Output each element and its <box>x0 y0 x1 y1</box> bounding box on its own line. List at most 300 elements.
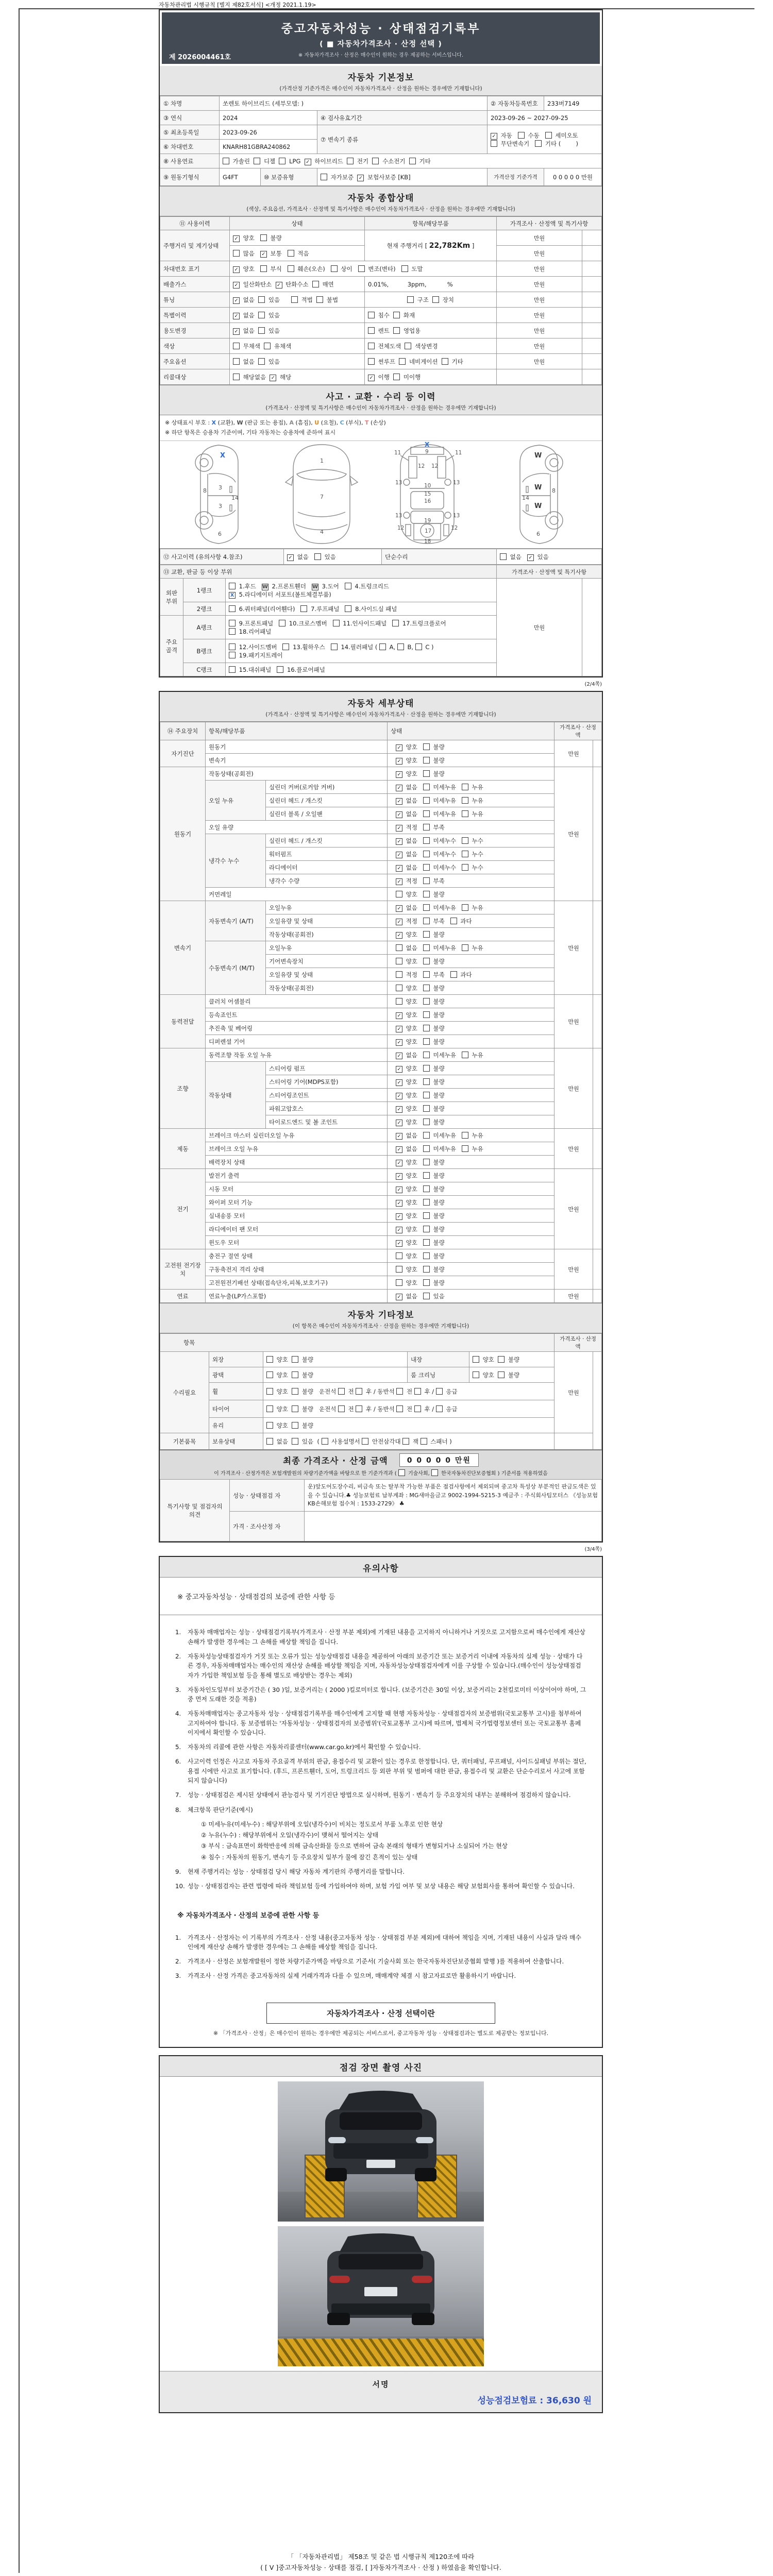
checkbox-unchecked <box>462 1132 468 1139</box>
basic-warranty-label: ⑩ 보증유형 <box>261 168 317 186</box>
svg-text:W: W <box>534 502 542 511</box>
checkbox-unchecked <box>491 140 497 147</box>
footer-confirmation <box>159 2551 603 2573</box>
detail-item-group: 오일 누유 <box>206 781 266 821</box>
notice-item <box>175 1805 586 1815</box>
checkbox-unchecked <box>266 1438 273 1445</box>
overall-row-label: 색상 <box>160 338 230 354</box>
special-text-1: 운)앞도어도장수리, 비금속 또는 탈부착 가능한 부품은 점검사항에서 제외되며 중고차 특성상 부분적인 판금도색은 있을 수 있습니다.♣ 성능보험료 납부계좌 : MG새마을금고 9002-1994-5215-3 예금주 : 주식회사팀모터스 《성능보험 KB손해보험 접수처 : 1533-2729》 ♣ <box>305 1480 602 1512</box>
overall-status: ✓ 없음 있음 적법 불법 <box>230 292 365 308</box>
checkbox-unchecked <box>423 1293 430 1299</box>
checkbox-w-mark: W <box>312 584 318 590</box>
detail-note <box>593 995 602 1048</box>
footer-line-1: 「 「자동차관리법」 제58조 및 같은 법 시행규칙 제120조에 따라 <box>287 2553 475 2561</box>
checkbox-unchecked <box>291 296 298 303</box>
checkbox-unchecked <box>398 1469 405 1476</box>
notice-number: 9. <box>175 1868 181 1875</box>
exchange-title: ⑬ 교환, 판금 등 이상 부위 <box>160 565 497 579</box>
notice-text: ② 누유(누수) : 해당부위에서 오일(냉각수)이 맺혀서 떨어지는 상태 <box>201 1832 379 1839</box>
checkbox-unchecked <box>473 1356 479 1363</box>
notice-text: 현재 주행거리는 성능 · 상태점검 당시 해당 자동차 계기판의 주행거리를 말합니다. <box>188 1868 405 1875</box>
notice-number: 2. <box>175 1958 181 1965</box>
detail-item: 와이퍼 모터 기능 <box>206 1196 388 1209</box>
overall-price: 만원 <box>497 277 582 292</box>
overall-price: 만원 <box>497 246 582 261</box>
notices-section2-title: ※ 자동차가격조사 · 산정의 보증에 관한 사항 등 <box>177 1911 320 1920</box>
overall-price: 만원 <box>497 261 582 277</box>
checkbox-unchecked <box>229 628 236 635</box>
accident-label: ⑫ 사고이력 (유의사항 4.참조) <box>160 549 284 565</box>
checkbox-unchecked <box>345 583 351 589</box>
notice-number: 3. <box>175 1972 181 1980</box>
checkbox-unchecked <box>462 1145 468 1152</box>
checkbox-unchecked <box>229 666 236 673</box>
section-detail-title: 자동차 세부상태 <box>347 699 414 709</box>
detail-price: 만원 <box>554 1169 593 1249</box>
checkbox-unchecked <box>288 250 294 257</box>
overall-item: 썬루프 네비게이션 기타 <box>365 354 497 369</box>
notice-number: 8. <box>175 1806 181 1814</box>
detail-item: 충전구 절연 상태 <box>206 1249 388 1263</box>
overall-row-label: 차대번호 표기 <box>160 261 230 277</box>
checkbox-checked: ✓ <box>396 905 402 912</box>
checkbox-unchecked <box>423 824 430 831</box>
overall-price: 만원 <box>497 230 582 246</box>
legend-seg: (교환), <box>216 419 237 426</box>
checkbox-unchecked <box>462 797 468 804</box>
overall-status: ✓ 일산화탄소 ✓ 탄화수소 매연 <box>230 277 365 292</box>
final-price-title: 최종 가격조사 · 산정 금액 <box>283 1456 388 1466</box>
checkbox-checked: ✓ <box>233 297 240 304</box>
checkbox-unchecked <box>409 158 416 164</box>
svg-text:14: 14 <box>522 495 529 502</box>
checkbox-unchecked <box>279 158 285 164</box>
checkbox-checked: ✓ <box>396 744 402 751</box>
notice-number: 4. <box>175 1710 181 1718</box>
overall-row-label: 특별이력 <box>160 308 230 323</box>
detail-note <box>593 1249 602 1290</box>
document-title: 중고자동차성능 · 상태점검기록부 <box>281 22 481 36</box>
notice-text: 자동차인도일부터 보증기간은 ( 30 )일, 보증거리는 ( 2000 )킬로미터로 합니다. (보증기간은 30일 이상, 보증거리는 2천킬로미터 이상이어야 하며, 그 중 먼저 도래한 것을 적용) <box>188 1686 586 1703</box>
checkbox-checked: ✓ <box>396 838 402 845</box>
legend-line-2: ※ 하단 항목은 승용차 기준이며, 기타 자동차는 승용차에 준하여 표시 <box>165 429 336 436</box>
checkbox-checked: ✓ <box>233 313 240 319</box>
overall-col3: 항목/해당부품 <box>365 217 497 230</box>
notice-item <box>175 1971 586 1980</box>
detail-status: ✓ 양호 불량 <box>388 1209 554 1223</box>
checkbox-unchecked <box>423 1212 430 1219</box>
notice-text: 자동차 매매업자는 성능 · 상태점검기록부(가격조사 · 산정 부분 제외)에 기재된 내용을 고지하지 아니하거나 거짓으로 고지함으로써 매수인에게 재산상 손해가 발생한 경우에는 그 손해를 배상할 책임을 집니다. <box>188 1629 585 1646</box>
other-tire-label: 타이어 <box>209 1400 263 1418</box>
checkbox-unchecked <box>414 1388 421 1395</box>
special-text-2 <box>305 1512 602 1541</box>
checkbox-unchecked <box>362 1438 368 1445</box>
exchange-rank: A랭크 <box>183 616 226 639</box>
exchange-price: 만원 <box>497 579 582 676</box>
checkbox-unchecked <box>462 851 468 857</box>
checkbox-unchecked <box>368 358 375 365</box>
checkbox-checked: ✓ <box>396 1039 402 1046</box>
page-marker-3: (3/4쪽) <box>584 1547 602 1553</box>
overall-status: 해당없음 ✓ 해당 <box>230 369 365 385</box>
checkbox-checked: ✓ <box>396 811 402 818</box>
checkbox-unchecked <box>436 1388 443 1395</box>
detail-item: 워터펌프 <box>266 848 388 861</box>
section-other-note: (이 항목은 매수인이 자동차가격조사 · 산정을 원하는 경우에만 기재합니다) <box>292 1323 469 1330</box>
section-photos-head <box>160 2056 602 2077</box>
checkbox-unchecked <box>423 1105 430 1112</box>
section-notices-head <box>160 1557 602 1578</box>
detail-item: 고전원전기배선 상태(접속단자,피복,보호기구) <box>206 1276 388 1290</box>
section-accident-note: (가격조사 · 산정액 및 특기사항은 매수인이 자동차가격조사 · 산정을 원하는 경우에만 기재합니다) <box>265 405 496 411</box>
basic-regno: 233버7149 <box>544 96 602 111</box>
other-head-item: 항목 <box>160 1334 554 1352</box>
checkbox-checked: ✓ <box>396 1294 402 1300</box>
notice-item <box>175 1685 586 1704</box>
detail-device: 변속기 <box>160 901 206 995</box>
checkbox-unchecked <box>402 1438 409 1445</box>
section-overall-title: 자동차 종합상태 <box>347 193 414 204</box>
overall-item: 침수 화재 <box>365 308 497 323</box>
basic-first: 2023-09-26 <box>220 125 317 140</box>
checkbox-checked: ✓ <box>396 1053 402 1059</box>
svg-text:10: 10 <box>424 483 431 489</box>
checkbox-unchecked <box>423 1185 430 1192</box>
checkbox-checked: ✓ <box>396 758 402 765</box>
detail-status: ✓ 양호 불량 <box>388 767 554 781</box>
checkbox-checked: ✓ <box>396 1093 402 1099</box>
page-marker-2: (2/4쪽) <box>584 682 602 688</box>
svg-text:W: W <box>534 484 542 492</box>
checkbox-unchecked <box>229 605 236 612</box>
basic-fuel-label: ⑧ 사용연료 <box>160 154 220 168</box>
checkbox-unchecked <box>423 1025 430 1031</box>
special-notes-table <box>160 1479 602 1541</box>
svg-text:11: 11 <box>394 450 401 456</box>
checkbox-checked: ✓ <box>396 1200 402 1207</box>
overall-status-table <box>160 216 602 385</box>
section-overall-note: (색상, 주요옵션, 가격조사 · 산정액 및 특기사항은 매수인이 자동차가격조사 · 산정을 원하는 경우에만 기재합니다) <box>246 206 515 212</box>
checkbox-checked: ✓ <box>368 375 375 381</box>
document-title-box <box>162 12 600 64</box>
other-pol-label: 광택 <box>209 1367 263 1383</box>
detail-item: 배력장치 상태 <box>206 1156 388 1169</box>
svg-text:17: 17 <box>425 528 432 535</box>
detail-price: 만원 <box>554 1290 593 1303</box>
checkbox-unchecked <box>423 1199 430 1206</box>
car-diagram-svg <box>170 442 592 546</box>
svg-text:7: 7 <box>320 494 324 501</box>
overall-price: 만원 <box>497 354 582 369</box>
checkbox-checked: ✓ <box>396 878 402 885</box>
exchange-rank: 2랭크 <box>183 602 226 616</box>
overall-item: 렌트 영업용 <box>365 323 497 338</box>
svg-text:6: 6 <box>218 531 222 538</box>
overall-status: 없음 있음 <box>230 354 365 369</box>
svg-text:X: X <box>425 442 430 449</box>
price-select-box-title: 자동차가격조사 · 산정 선택이란 <box>266 2003 495 2024</box>
detail-item: 작동상태(공회전) <box>266 981 388 995</box>
checkbox-unchecked <box>423 1078 430 1085</box>
checkbox-checked: ✓ <box>396 1026 402 1032</box>
section-overall-head <box>160 186 602 216</box>
checkbox-unchecked <box>500 553 507 560</box>
section-other-title: 자동차 기타정보 <box>347 1310 414 1321</box>
checkbox-unchecked <box>518 132 525 139</box>
section-accident-title: 사고 · 교환 · 수리 등 이력 <box>326 392 436 402</box>
notice-number: 2. <box>175 1652 181 1660</box>
detail-note <box>593 901 602 995</box>
detail-status: 양호 불량 <box>388 1263 554 1276</box>
notices-list-1 <box>160 1615 602 1901</box>
checkbox-unchecked <box>292 1438 298 1445</box>
checkbox-unchecked <box>392 620 399 626</box>
checkbox-unchecked <box>368 343 375 349</box>
notice-item <box>175 1957 586 1966</box>
other-basic-label: 기본품목 <box>160 1433 209 1450</box>
photos-title: 점검 장면 촬영 사진 <box>339 2063 423 2074</box>
checkbox-unchecked <box>423 1252 430 1259</box>
checkbox-checked: ✓ <box>260 251 267 258</box>
basic-insp-label: ④ 검사유효기간 <box>317 111 488 125</box>
notice-number: 5. <box>175 1743 181 1751</box>
detail-status: ✓ 없음 미세누수 누수 <box>388 848 554 861</box>
detail-device: 자기진단 <box>160 740 206 767</box>
checkbox-unchecked <box>279 620 285 626</box>
basic-trans-label: ⑦ 변속기 종류 <box>317 125 488 154</box>
checkbox-checked: ✓ <box>276 282 282 289</box>
other-int-label: 내장 <box>408 1352 469 1367</box>
overall-row-label: 튜닝 <box>160 292 230 308</box>
svg-text:W: W <box>534 452 542 460</box>
detail-status: 양호 불량 <box>388 955 554 968</box>
checkbox-unchecked <box>368 312 375 318</box>
legend-seg: X <box>211 419 216 426</box>
detail-status: 없음 미세누유 누유 <box>388 941 554 955</box>
exchange-rank: C랭크 <box>183 663 226 676</box>
checkbox-unchecked <box>431 1469 438 1476</box>
legend-seg: U <box>314 419 320 426</box>
checkbox-unchecked <box>423 851 430 857</box>
svg-text:19: 19 <box>424 518 431 524</box>
checkbox-unchecked <box>393 327 400 334</box>
accident-check: ✓ 없음 있음 <box>284 549 382 565</box>
notice-item <box>175 1820 586 1829</box>
detail-status: ✓ 양호 불량 <box>388 754 554 767</box>
detail-price: 만원 <box>554 901 593 995</box>
checkbox-unchecked <box>396 891 402 897</box>
checkbox-unchecked <box>292 1356 298 1363</box>
checkbox-unchecked <box>423 958 430 964</box>
notice-number: 3. <box>175 1686 181 1693</box>
detail-status: ✓ 양호 불량 <box>388 1115 554 1129</box>
notice-item <box>175 1831 586 1840</box>
checkbox-checked: ✓ <box>396 1120 402 1126</box>
legend-seg: W <box>237 419 243 426</box>
basic-chname-label: ① 차명 <box>160 96 220 111</box>
detail-item-group: 작동상태 <box>206 1062 266 1129</box>
other-head-price: 가격조사 · 산정액 <box>554 1334 602 1352</box>
final-price-strip <box>160 1450 602 1479</box>
checkbox-checked: ✓ <box>396 852 402 858</box>
checkbox-checked: ✓ <box>233 282 240 289</box>
detail-status: ✓ 양호 불량 <box>388 1062 554 1075</box>
checkbox-unchecked <box>415 643 422 650</box>
checkbox-checked: ✓ <box>396 798 402 805</box>
exchange-rank: B랭크 <box>183 639 226 663</box>
detail-item: 냉각수 수량 <box>266 874 388 888</box>
checkbox-checked: ✓ <box>396 1133 402 1140</box>
detail-status-table <box>160 722 602 1303</box>
detail-item: 원동기 <box>206 740 388 754</box>
checkbox-unchecked <box>396 985 402 991</box>
notice-number <box>189 1853 201 1862</box>
notice-number: 10. <box>175 1883 185 1890</box>
checkbox-w-mark: W <box>262 584 268 590</box>
checkbox-unchecked <box>423 971 430 978</box>
notice-text: 사고이력 인정은 사고로 자동차 주요골격 부위의 판금, 용접수리 및 교환이 있는 경우로 한정합니다. 단, 쿼터패널, 루프패널, 사이드실패널 부위는 절단, 용접 시에만 사고로 표기합니다. (후드, 프론트휀더, 도어, 트렁크리드 등 외판 부위 및 범퍼에 대한 판금, 용접수리 및 교환은 단순수리로서 사고에 포함되지 않습니다) <box>188 1758 586 1785</box>
detail-status: ✓ 양호 불량 <box>388 1169 554 1182</box>
checkbox-unchecked <box>423 1266 430 1273</box>
checkbox-unchecked <box>423 1065 430 1072</box>
suv-front-illustration <box>278 2081 484 2222</box>
document-number: 제 2026004461호 <box>169 54 231 61</box>
checkbox-unchecked <box>260 265 267 272</box>
overall-note <box>582 338 602 354</box>
detail-device: 조향 <box>160 1048 206 1129</box>
checkbox-unchecked <box>396 1252 402 1259</box>
notice-text: ① 미세누유(미세누수) : 해당부위에 오일(냉각수)이 비치는 정도로서 부품 노후로 인한 현상 <box>201 1820 443 1828</box>
car-damage-diagram <box>160 441 602 549</box>
overall-note <box>582 308 602 323</box>
detail-note <box>593 767 602 901</box>
detail-status: ✓ 양호 불량 <box>388 1156 554 1169</box>
overall-price: 만원 <box>497 323 582 338</box>
detail-item: 스티어링 펌프 <box>266 1062 388 1075</box>
checkbox-checked: ✓ <box>396 1106 402 1113</box>
overall-item: 전체도색 색상변경 <box>365 338 497 354</box>
checkbox-unchecked <box>423 904 430 911</box>
checkbox-unchecked <box>260 234 267 241</box>
exchange-outer-label: 외판 부위 <box>160 579 183 616</box>
simple-repair-label: 단순수리 <box>382 549 497 565</box>
checkbox-unchecked <box>535 140 542 147</box>
other-room-label: 룸 크리닝 <box>408 1367 469 1383</box>
detail-item: 라디에이터 <box>266 861 388 874</box>
svg-text:8: 8 <box>552 487 556 495</box>
checkbox-unchecked <box>450 918 457 924</box>
notice-item <box>175 1790 586 1800</box>
checkbox-unchecked <box>407 296 414 303</box>
checkbox-unchecked <box>423 1279 430 1286</box>
detail-status: ✓ 양호 불량 <box>388 1102 554 1115</box>
checkbox-unchecked <box>282 643 289 650</box>
other-note <box>593 1352 602 1450</box>
detail-device: 원동기 <box>160 767 206 901</box>
checkbox-unchecked <box>423 877 430 884</box>
detail-note <box>593 1129 602 1169</box>
detail-note <box>593 1048 602 1129</box>
detail-item: 동력조향 작동 오일 누유 <box>206 1048 388 1062</box>
notice-item <box>175 1841 586 1851</box>
checkbox-unchecked <box>436 1405 443 1412</box>
checkbox-checked: ✓ <box>396 1227 402 1233</box>
detail-item-group: 자동변속기 (A/T) <box>206 901 266 941</box>
basic-regno-label: ② 자동차등록번호 <box>488 96 544 111</box>
checkbox-checked: ✓ <box>270 375 276 381</box>
checkbox-unchecked <box>396 1266 402 1273</box>
checkbox-unchecked <box>356 1388 362 1395</box>
checkbox-unchecked <box>358 265 365 272</box>
overall-note <box>582 354 602 369</box>
checkbox-unchecked <box>423 1011 430 1018</box>
checkbox-checked: ✓ <box>396 1079 402 1086</box>
section-basic-note: (가격산정 기준가격은 매수인이 자동차가격조사 · 산정을 원하는 경우에만 기재합니다) <box>279 86 482 92</box>
detail-note <box>593 1169 602 1249</box>
svg-text:6: 6 <box>536 531 540 538</box>
detail-status: 양호 불량 <box>388 1249 554 1263</box>
basic-chname: 쏘렌토 하이브리드 (세부모델: ) <box>220 96 488 111</box>
svg-text:4: 4 <box>320 529 324 536</box>
exchange-rank: 1랭크 <box>183 579 226 602</box>
checkbox-unchecked <box>338 1388 345 1395</box>
detail-status: ✓ 양호 불량 <box>388 1182 554 1196</box>
detail-status: ✓ 양호 불량 <box>388 1223 554 1236</box>
checkbox-unchecked <box>442 358 448 365</box>
notice-item <box>175 1933 586 1952</box>
checkbox-unchecked <box>423 770 430 777</box>
checkbox-unchecked <box>266 1371 273 1378</box>
notice-number <box>189 1820 201 1829</box>
legend-seg: (흠집), <box>293 419 315 426</box>
checkbox-unchecked <box>462 864 468 871</box>
checkbox-unchecked <box>473 1371 479 1378</box>
detail-price: 만원 <box>554 1129 593 1169</box>
svg-text:12: 12 <box>397 525 405 532</box>
detail-status: ✓ 없음 있음 <box>388 1290 554 1303</box>
exchange-price-head: 가격조사 · 산정액 및 특기사항 <box>497 565 602 579</box>
exchange-items: 1.후드 W 2.프론트휀더 W 3.도어 4.트렁크리드 X 5.라디에이터 서포트(볼트체결부품) <box>226 579 497 602</box>
checkbox-unchecked <box>277 666 283 673</box>
detail-item: 타이로드엔드 및 볼 조인트 <box>266 1115 388 1129</box>
checkbox-unchecked <box>423 1159 430 1165</box>
detail-status: ✓ 적정 부족 <box>388 874 554 888</box>
checkbox-unchecked <box>258 327 265 334</box>
notice-text: 체크항목 판단기준(예시) <box>188 1806 253 1814</box>
other-glass: 양호 불량 <box>263 1418 554 1433</box>
detail-col1: ⑭ 주요장치 <box>160 722 206 740</box>
checkbox-unchecked <box>423 864 430 871</box>
detail-item: 디퍼렌셜 기어 <box>206 1035 388 1048</box>
checkbox-unchecked <box>423 998 430 1005</box>
detail-item: 시동 모터 <box>206 1182 388 1196</box>
detail-item: 스티어링조인트 <box>266 1089 388 1102</box>
exchange-items: 12.사이드멤버 13.휠하우스 14.필러패널 ( A, B, C ) 19.패키지트레이 <box>226 639 497 663</box>
svg-text:16: 16 <box>424 498 431 505</box>
basic-insp: 2023-09-26 ~ 2027-09-25 <box>488 111 602 125</box>
notice-text: 가격조사 · 산정 가격은 중고자동차의 실제 거래가격과 다를 수 있으며, 매매계약 체결 시 참고자료로만 활용하시기 바랍니다. <box>188 1972 516 1980</box>
document-subnote: ※ 자동차가격조사 · 산정은 매수인이 원하는 경우 제공하는 서비스입니다. <box>298 53 464 58</box>
detail-status: ✓ 양호 불량 <box>388 1008 554 1022</box>
checkbox-unchecked <box>292 1422 298 1429</box>
checkbox-unchecked <box>356 1405 362 1412</box>
svg-text:9: 9 <box>425 449 429 455</box>
checkbox-unchecked <box>423 743 430 750</box>
detail-status: 양호 불량 <box>388 888 554 901</box>
checkbox-unchecked <box>498 1356 505 1363</box>
checkbox-checked: ✓ <box>527 554 534 561</box>
detail-item: 실린더 헤드 / 개스킷 <box>266 834 388 848</box>
